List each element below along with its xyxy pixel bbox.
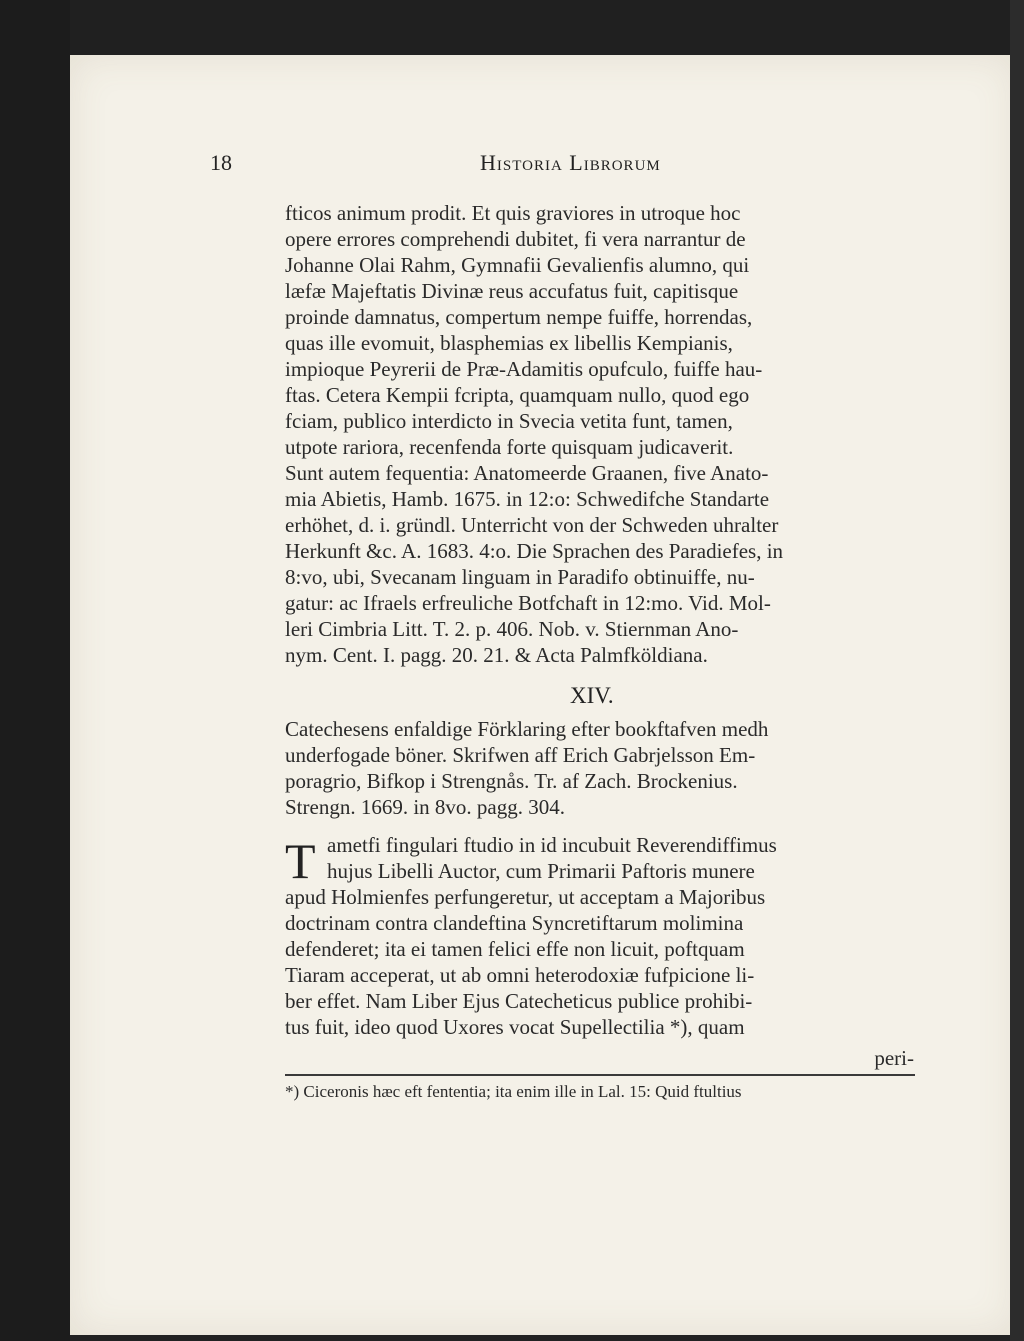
text-line: opere errores comprehendi dubitet, fi vera narrantur de bbox=[285, 227, 746, 251]
scan-border-right bbox=[1010, 0, 1024, 1341]
text-line: utpote rariora, recenfenda forte quisquam judicaverit. bbox=[285, 435, 734, 459]
text-line: gatur: ac Ifraels erfreuliche Botfchaft in 12:mo. Vid. Mol- bbox=[285, 591, 771, 615]
text-line: ametfi fingulari ftudio in id incubuit Reverendiffimus bbox=[327, 833, 777, 857]
scan-border-left bbox=[0, 0, 70, 1341]
section-number: XIV. bbox=[570, 683, 614, 708]
bibliographic-entry bbox=[285, 716, 915, 820]
text-line: Tiaram acceperat, ut ab omni heterodoxiæ fufpicione li- bbox=[285, 963, 755, 987]
text-line: impioque Peyrerii de Præ-Adamitis opufculo, fuiffe hau- bbox=[285, 357, 763, 381]
text-line: erhöhet, d. i. gründl. Unterricht von der Schweden uhralter bbox=[285, 513, 779, 537]
page-number: 18 bbox=[210, 150, 232, 175]
body-paragraph-2-head bbox=[327, 832, 915, 884]
body-paragraph-2 bbox=[285, 884, 915, 1040]
running-title: Historia Librorum bbox=[480, 150, 661, 175]
text-line: mia Abietis, Hamb. 1675. in 12:o: Schwedifche Standarte bbox=[285, 487, 770, 511]
footnote: *) Ciceronis hæc eft fententia; ita enim ille in Lal. 15: Quid ftultius bbox=[285, 1082, 742, 1101]
text-line: Herkunft &c. A. 1683. 4:o. Die Sprachen des Paradiefes, in bbox=[285, 539, 784, 563]
text-line: nym. Cent. I. pagg. 20. 21. & Acta Palmfköldiana. bbox=[285, 643, 708, 667]
text-line: defenderet; ita ei tamen felici effe non licuit, poftquam bbox=[285, 937, 745, 961]
text-line: tus fuit, ideo quod Uxores vocat Supellectilia *), quam bbox=[285, 1015, 745, 1039]
entry-line: underfogade böner. Skrifwen aff Erich Gabrjelsson Em- bbox=[285, 743, 756, 767]
text-line: leri Cimbria Litt. T. 2. p. 406. Nob. v. Stiernman Ano- bbox=[285, 617, 739, 641]
text-line: doctrinam contra clandeftina Syncretiftarum molimina bbox=[285, 911, 744, 935]
scan-border-top bbox=[0, 0, 1024, 55]
text-line: apud Holmienfes perfungeretur, ut acceptam a Majoribus bbox=[285, 885, 766, 909]
body-paragraph-1 bbox=[285, 200, 915, 668]
text-line: quas ille evomuit, blasphemias ex libellis Kempianis, bbox=[285, 331, 733, 355]
footnote-rule bbox=[285, 1074, 915, 1076]
text-line: fciam, publico interdicto in Svecia vetita funt, tamen, bbox=[285, 409, 733, 433]
text-line: hujus Libelli Auctor, cum Primarii Paftoris munere bbox=[327, 859, 755, 883]
catchword: peri- bbox=[874, 1046, 914, 1070]
text-line: ber effet. Nam Liber Ejus Catecheticus publice prohibi- bbox=[285, 989, 753, 1013]
text-line: 8:vo, ubi, Svecanam linguam in Paradifo obtinuiffe, nu- bbox=[285, 565, 755, 589]
text-line: Sunt autem fequentia: Anatomeerde Graanen, five Anato- bbox=[285, 461, 769, 485]
page-header bbox=[210, 140, 710, 180]
text-line: ftas. Cetera Kempii fcripta, quamquam nullo, quod ego bbox=[285, 383, 750, 407]
text-line: proinde damnatus, compertum nempe fuiffe, horrendas, bbox=[285, 305, 753, 329]
text-line: fticos animum prodit. Et quis graviores in utroque hoc bbox=[285, 201, 741, 225]
entry-line: Catechesens enfaldige Förklaring efter bookftafven medh bbox=[285, 717, 769, 741]
entry-line: Strengn. 1669. in 8vo. pagg. 304. bbox=[285, 795, 565, 819]
text-line: Johanne Olai Rahm, Gymnafii Gevalienfis alumno, qui bbox=[285, 253, 750, 277]
entry-line: poragrio, Bifkop i Strengnås. Tr. af Zach. Brockenius. bbox=[285, 769, 738, 793]
text-line: læfæ Majeftatis Divinæ reus accufatus fuit, capitisque bbox=[285, 279, 739, 303]
drop-cap: T bbox=[285, 833, 316, 889]
